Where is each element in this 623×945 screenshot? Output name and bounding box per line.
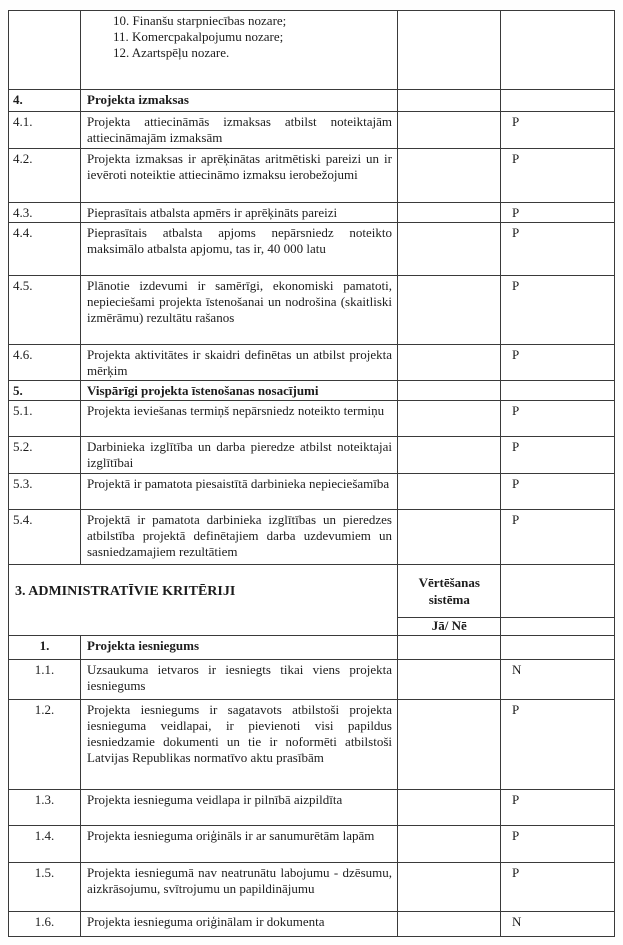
ja-ne-cell xyxy=(398,90,501,111)
criterion-text-cell: Projekta izmaksas xyxy=(81,90,398,111)
criterion-text-cell: Projekta iesniegums ir sagatavots atbilstoši projekta iesnieguma veidlapai, ir pievienoti visi papildus iesniedzamie dokumenti un tie ir noformēti atbilstoši Latvijas Republikas normatīvo aktu prasībām xyxy=(81,700,398,789)
table-row xyxy=(9,437,614,474)
ja-ne-cell xyxy=(398,345,501,380)
mark-cell: P xyxy=(512,865,520,880)
ja-ne-cell xyxy=(398,863,501,911)
rating-system-column xyxy=(398,565,501,635)
ja-ne-cell xyxy=(398,276,501,344)
rating-system-header: Vērtēšanas sistēma xyxy=(398,565,500,618)
table-row xyxy=(9,381,614,401)
ja-ne-header: Jā/ Nē xyxy=(431,618,467,633)
mark-cell: P xyxy=(512,403,520,418)
criterion-text-cell: Pieprasītais atbalsta apmērs ir aprēķināts pareizi xyxy=(81,203,398,222)
ja-ne-cell xyxy=(398,474,501,509)
mark-cell xyxy=(501,636,614,659)
empty-cell xyxy=(501,565,614,618)
criterion-text-cell xyxy=(81,11,398,89)
row-number-cell: 4.1. xyxy=(9,112,81,148)
row-number-cell: 1.2. xyxy=(9,700,81,789)
ja-ne-cell xyxy=(398,826,501,862)
list-item: 11. Komercpakalpojumu nozare; xyxy=(113,29,284,44)
table-row xyxy=(9,510,614,565)
mark-cell xyxy=(501,381,614,400)
table-row xyxy=(9,90,614,112)
criterion-text-cell: Plānotie izdevumi ir samērīgi, ekonomiski pamatoti, nepieciešami projekta īstenošanai un nodrošina (skaitliski izmērāmu) rezultātu rašanos xyxy=(81,276,398,344)
mark-cell: P xyxy=(512,205,520,220)
evaluation-criteria-table xyxy=(8,10,615,937)
row-number-cell: 1.4. xyxy=(9,826,81,862)
ja-ne-cell xyxy=(398,636,501,659)
criterion-text-cell: Projekta izmaksas ir aprēķinātas aritmētiski pareizi un ir ievēroti noteiktie attiecināmo izmaksu ierobežojumi xyxy=(81,149,398,202)
row-number-cell xyxy=(9,11,81,89)
criterion-text-cell: Projekta aktivitātes ir skaidri definētas un atbilst projekta mērķim xyxy=(81,345,398,380)
criterion-text-cell: Projekta iesniegums xyxy=(81,636,398,659)
row-number-cell: 4.5. xyxy=(9,276,81,344)
table-row xyxy=(9,636,614,660)
mark-cell: P xyxy=(512,439,520,454)
section-header-row xyxy=(9,565,614,636)
row-number-cell: 1.3. xyxy=(9,790,81,825)
ja-ne-cell xyxy=(398,381,501,400)
row-number-cell: 1.5. xyxy=(9,863,81,911)
table-row xyxy=(9,223,614,276)
criterion-text-cell: Projekta ieviešanas termiņš nepārsniedz noteikto termiņu xyxy=(81,401,398,436)
mark-cell: P xyxy=(512,347,520,362)
table-row xyxy=(9,149,614,203)
mark-cell: P xyxy=(512,476,520,491)
list-item: 12. Azartspēļu nozare. xyxy=(113,45,230,60)
criterion-text-cell: Pieprasītais atbalsta apjoms nepārsniedz noteikto maksimālo atbalsta apjomu, tas ir, 40 000 latu xyxy=(81,223,398,275)
table-row xyxy=(9,112,614,149)
mark-cell: P xyxy=(512,512,520,527)
ja-ne-cell xyxy=(398,11,501,89)
mark-cell xyxy=(501,11,614,89)
ja-ne-cell xyxy=(398,223,501,275)
table-row xyxy=(9,345,614,381)
ja-ne-cell xyxy=(398,700,501,789)
row-number-cell: 5.1. xyxy=(9,401,81,436)
mark-cell: P xyxy=(512,114,520,129)
ja-ne-cell xyxy=(398,660,501,699)
table-row xyxy=(9,790,614,826)
mark-cell xyxy=(501,90,614,111)
ja-ne-cell xyxy=(398,790,501,825)
row-number-cell: 1.1. xyxy=(9,660,81,699)
table-row xyxy=(9,826,614,863)
criterion-text-cell: Vispārīgi projekta īstenošanas nosacījumi xyxy=(81,381,398,400)
ja-ne-cell xyxy=(398,510,501,564)
table-row xyxy=(9,11,614,90)
empty-cell xyxy=(501,618,614,635)
mark-cell: P xyxy=(512,225,520,240)
criterion-text-cell: Uzsaukuma ietvaros ir iesniegts tikai viens projekta iesniegums xyxy=(81,660,398,699)
criterion-text-cell: Projekta iesnieguma veidlapa ir pilnībā aizpildīta xyxy=(81,790,398,825)
row-number-cell: 5.4. xyxy=(9,510,81,564)
table-row xyxy=(9,863,614,912)
row-number-cell: 4.4. xyxy=(9,223,81,275)
criterion-text-cell: Projekta iesnieguma oriģināls ir ar sanumurētām lapām xyxy=(81,826,398,862)
ja-ne-cell xyxy=(398,112,501,148)
row-number-cell: 4. xyxy=(9,90,81,111)
row-number-cell: 5. xyxy=(9,381,81,400)
list-item: 10. Finanšu starpniecības nozare; xyxy=(113,13,287,28)
mark-cell: P xyxy=(512,702,520,717)
mark-cell: P xyxy=(512,278,520,293)
row-number-cell: 1. xyxy=(9,636,81,659)
row-number-cell: 5.3. xyxy=(9,474,81,509)
mark-cell: P xyxy=(512,792,520,807)
ja-ne-cell xyxy=(398,203,501,222)
table-row xyxy=(9,203,614,223)
table-row xyxy=(9,401,614,437)
mark-cell: N xyxy=(512,914,522,929)
ja-ne-cell xyxy=(398,401,501,436)
row-number-cell: 5.2. xyxy=(9,437,81,473)
mark-cell: P xyxy=(512,828,520,843)
ja-ne-cell xyxy=(398,437,501,473)
table-row xyxy=(9,700,614,790)
row-number-cell: 4.2. xyxy=(9,149,81,202)
table-row xyxy=(9,660,614,700)
ja-ne-cell xyxy=(398,912,501,936)
ja-ne-cell xyxy=(398,149,501,202)
mark-column-header-cell xyxy=(501,565,614,635)
table-row xyxy=(9,912,614,936)
row-number-cell: 4.3. xyxy=(9,203,81,222)
row-number-cell: 4.6. xyxy=(9,345,81,380)
mark-cell: N xyxy=(512,662,522,677)
table-row xyxy=(9,474,614,510)
section-title: 3. ADMINISTRATĪVIE KRITĒRIJI xyxy=(9,565,398,635)
criterion-text-cell: Darbinieka izglītība un darba pieredze atbilst noteiktajai izglītībai xyxy=(81,437,398,473)
criterion-text-cell: Projektā ir pamatota darbinieka izglītības un pieredzes atbilstība projektā definētajiem darba uzdevumiem un sasniedzamajiem rezultātiem xyxy=(81,510,398,564)
row-number-cell: 1.6. xyxy=(9,912,81,936)
mark-cell: P xyxy=(512,151,520,166)
criterion-text-cell: Projekta attiecināmās izmaksas atbilst noteiktajām attiecināmajām izmaksām xyxy=(81,112,398,148)
table-row xyxy=(9,276,614,345)
criterion-text-cell: Projekta iesniegumā nav neatrunātu labojumu - dzēsumu, aizkrāsojumu, svītrojumu un papildinājumu xyxy=(81,863,398,911)
criterion-text-cell: Projektā ir pamatota piesaistītā darbinieka nepieciešamība xyxy=(81,474,398,509)
criterion-text-cell: Projekta iesnieguma oriģinālam ir dokumenta xyxy=(81,912,398,936)
